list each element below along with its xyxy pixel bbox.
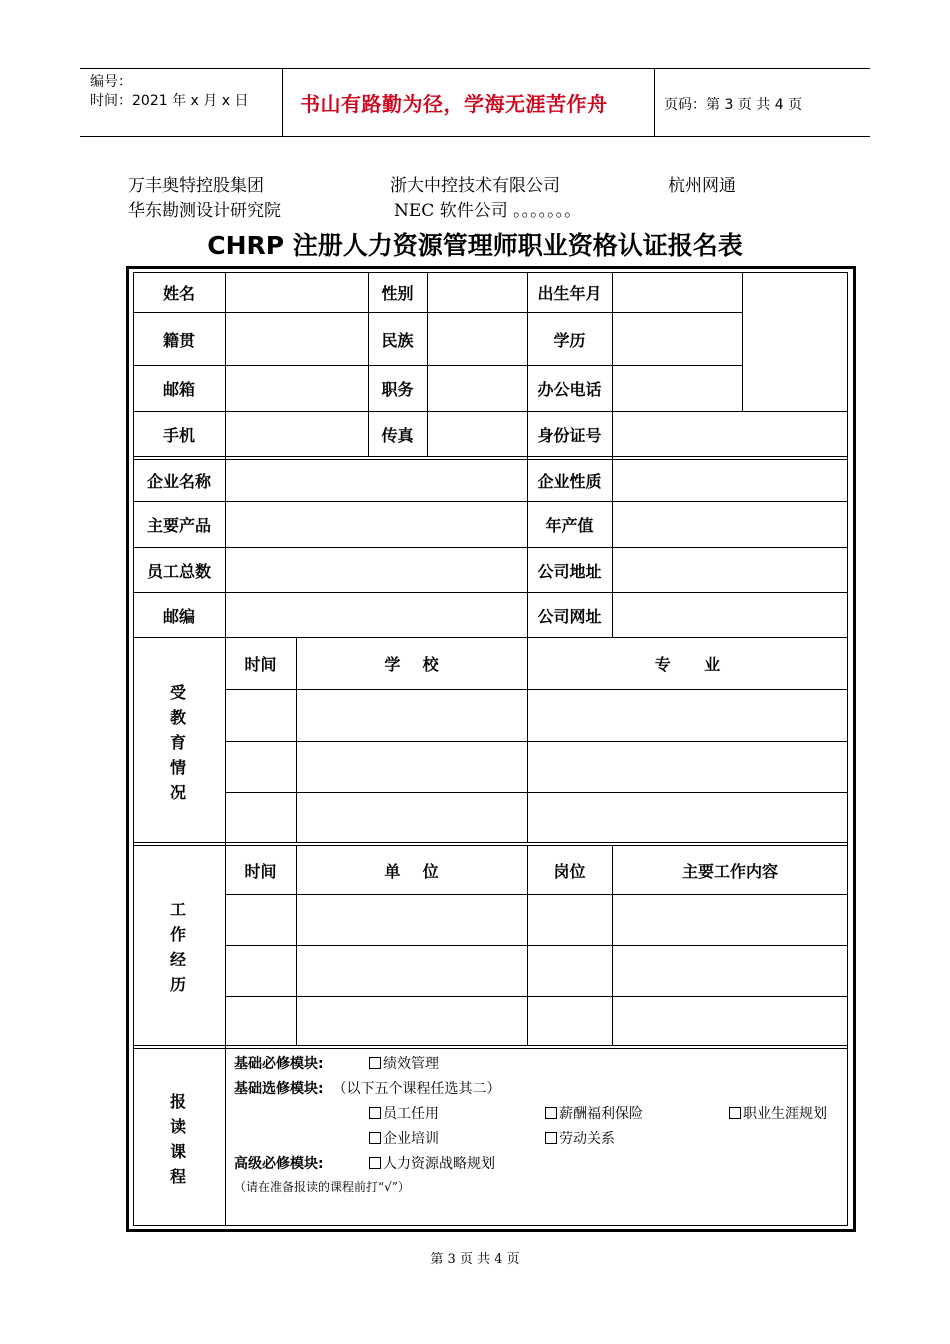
advanced-required-option[interactable]: 人力资源战略规划 (369, 1153, 495, 1173)
id-number-field[interactable] (612, 412, 848, 456)
work-time-header: 时间 (244, 861, 277, 881)
education-field[interactable] (612, 313, 742, 365)
work-section-label: 工 作 经 历 (169, 900, 186, 994)
checkbox[interactable] (545, 1107, 557, 1119)
postcode-label: 邮编 (162, 606, 195, 626)
office-phone-label: 办公电话 (537, 380, 602, 399)
employees-field[interactable] (225, 548, 527, 592)
education-label: 学历 (553, 330, 586, 350)
company-name-field[interactable] (225, 460, 527, 501)
header-top-rule (80, 68, 870, 69)
grid-line (225, 945, 848, 946)
elective-option[interactable]: 职业生涯规划 (729, 1103, 827, 1123)
company-name: 杭州网通 (668, 176, 736, 196)
position-field[interactable] (427, 366, 527, 411)
grid-line (133, 456, 848, 457)
grid-line (225, 689, 848, 690)
email-label: 邮箱 (162, 380, 195, 399)
email-field[interactable] (225, 366, 368, 411)
date-label: 时间：2021 年 x 月 x 日 (90, 93, 249, 109)
ethnicity-field[interactable] (427, 313, 527, 365)
output-label: 年产值 (545, 516, 594, 535)
office-phone-field[interactable] (612, 366, 742, 411)
mobile-field[interactable] (225, 412, 368, 456)
company-nature-label: 企业性质 (537, 472, 602, 491)
company-name: NEC 软件公司 。。。。。。。 (394, 201, 582, 221)
edu-major-header: 专 业 (654, 655, 721, 674)
form-title: CHRP 注册人力资源管理师职业资格认证报名表 (207, 231, 743, 260)
origin-label: 籍贯 (162, 330, 195, 350)
header-divider (282, 68, 283, 136)
basic-required-row: 基础必修模块: (234, 1056, 324, 1072)
name-label: 姓名 (162, 284, 195, 303)
fax-field[interactable] (427, 412, 527, 456)
edu-time-header: 时间 (244, 655, 277, 674)
basic-elective-row: 基础选修模块: （以下五个课程任选其二） (234, 1081, 501, 1097)
gender-field[interactable] (427, 273, 527, 312)
checkbox[interactable] (369, 1057, 381, 1069)
page-info: 页码：第 3 页 共 4 页 (664, 97, 803, 113)
company-name: 浙大中控技术有限公司 (390, 176, 560, 196)
checkbox[interactable] (369, 1107, 381, 1119)
products-field[interactable] (225, 502, 527, 547)
education-section-label: 受 教 育 情 况 (169, 683, 186, 802)
checkbox[interactable] (369, 1132, 381, 1144)
company-name-label: 企业名称 (146, 472, 211, 491)
grid-line (133, 1048, 848, 1049)
header-divider (654, 68, 655, 136)
address-field[interactable] (612, 548, 848, 592)
photo-field[interactable] (743, 273, 848, 411)
grid-line (225, 894, 848, 895)
grid-line (133, 1045, 848, 1046)
fax-label: 传真 (381, 425, 414, 445)
work-unit-header: 单 位 (384, 861, 439, 881)
company-name: 华东勘测设计研究院 (128, 201, 281, 221)
grid-line (225, 792, 848, 793)
grid-line (225, 996, 848, 997)
advanced-required-row: 高级必修模块: (234, 1156, 324, 1172)
checkbox[interactable] (729, 1107, 741, 1119)
gender-label: 性别 (381, 284, 414, 303)
elective-option[interactable]: 薪酬福利保险 (545, 1103, 643, 1123)
company-nature-field[interactable] (612, 460, 848, 501)
elective-option[interactable]: 员工任用 (369, 1103, 439, 1123)
checkbox[interactable] (369, 1157, 381, 1169)
grid-line (133, 842, 848, 843)
company-name: 万丰奥特控股集团 (128, 176, 264, 196)
course-note: （请在准备报读的课程前打“√”） (234, 1180, 410, 1194)
position-label: 职务 (381, 380, 414, 399)
edu-school-header: 学 校 (384, 655, 439, 674)
products-label: 主要产品 (146, 516, 211, 535)
motto: 书山有路勤为径，学海无涯苦作舟 (300, 92, 608, 116)
website-label: 公司网址 (537, 606, 602, 626)
origin-field[interactable] (225, 313, 368, 365)
name-field[interactable] (225, 273, 368, 312)
elective-option[interactable]: 劳动关系 (545, 1128, 615, 1148)
work-post-header: 岗位 (553, 861, 586, 881)
mobile-label: 手机 (162, 425, 195, 445)
website-field[interactable] (612, 593, 848, 637)
birth-label: 出生年月 (537, 284, 602, 303)
header-bottom-rule (80, 136, 870, 137)
basic-required-option[interactable]: 绩效管理 (369, 1053, 439, 1073)
ethnicity-label: 民族 (381, 330, 414, 350)
birth-field[interactable] (612, 273, 742, 312)
checkbox[interactable] (545, 1132, 557, 1144)
output-field[interactable] (612, 502, 848, 547)
page-footer: 第 3 页 共 4 页 (430, 1252, 520, 1267)
employees-label: 员工总数 (146, 561, 211, 581)
elective-option[interactable]: 企业培训 (369, 1128, 439, 1148)
courses-section-label: 报 读 课 程 (169, 1092, 186, 1186)
postcode-field[interactable] (225, 593, 527, 637)
address-label: 公司地址 (537, 561, 602, 581)
id-number-label: 身份证号 (537, 425, 602, 445)
grid-line (225, 741, 848, 742)
work-content-header: 主要工作内容 (681, 861, 778, 881)
number-label: 编号： (90, 74, 132, 90)
